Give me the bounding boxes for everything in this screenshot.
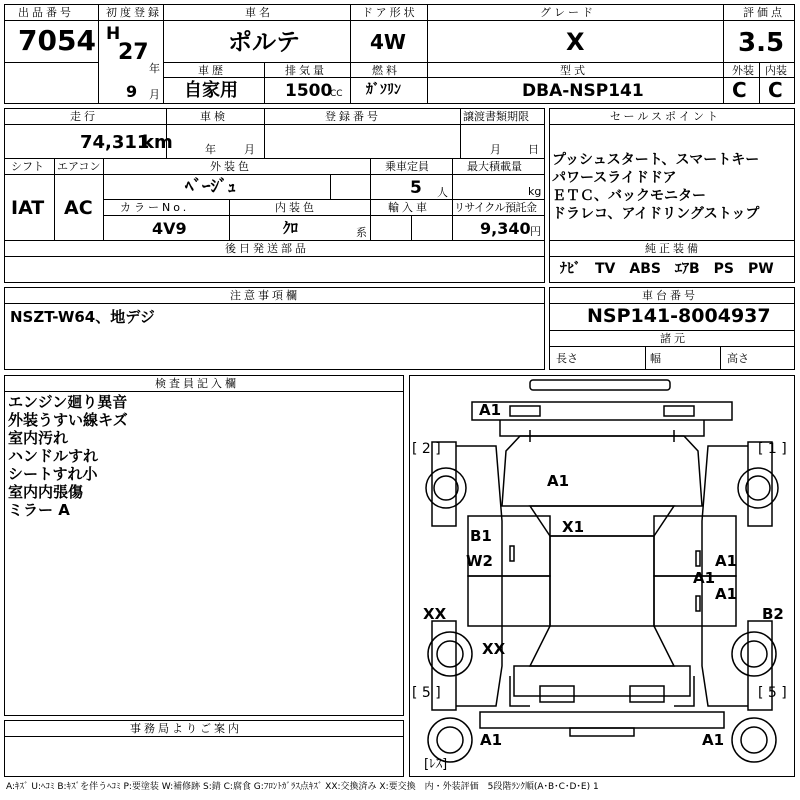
recycle-fee: 9,340 <box>480 219 531 238</box>
lot-label: 出品番号 <box>18 6 74 19</box>
damage-mark: A1 <box>715 585 738 603</box>
score-label: 評価点 <box>743 6 785 19</box>
width-label: 幅 <box>650 352 661 365</box>
door-label: ドア形状 <box>362 6 418 19</box>
shift: IAT <box>11 197 45 219</box>
chassis-label: 車台番号 <box>642 289 698 302</box>
sales-line: ドラレコ、アイドリングストップ <box>552 206 760 222</box>
bracket-label: [ 5 ] <box>412 685 441 701</box>
damage-mark: A1 <box>480 731 503 749</box>
interior-label: 内装 <box>765 64 787 77</box>
mileage-unit: km <box>142 132 173 153</box>
mileage: 74,311 <box>80 132 150 153</box>
notes-text: NSZT-W64、地デジ <box>10 308 155 326</box>
colorno: 4V9 <box>152 219 187 238</box>
sales-lines <box>552 151 759 223</box>
ac-label: エアコン <box>57 160 101 173</box>
shift-label: シフト <box>11 160 44 173</box>
equipment-label: 純正装備 <box>645 242 701 255</box>
grade: X <box>566 28 585 56</box>
inspector-label: 検査員記入欄 <box>155 377 239 390</box>
year-unit: 年 <box>149 62 160 75</box>
load-unit: kg <box>528 185 542 198</box>
lot-number: 7054 <box>18 24 96 57</box>
transfer-label: 譲渡書類期限 <box>463 110 529 123</box>
bracket-label: [ 1 ] <box>758 441 787 457</box>
history: 自家用 <box>184 80 238 101</box>
grade-label: グレード <box>540 6 596 19</box>
displacement-label: 排気量 <box>285 64 327 77</box>
transfer-day-unit: 日 <box>528 143 539 156</box>
height-label: 高さ <box>727 352 749 365</box>
model-label: 型式 <box>560 64 588 77</box>
office-label: 事務局よりご案内 <box>130 722 242 735</box>
equipment: ﾅﾋﾞ TV ABS ｴｱB PS PW <box>560 261 774 277</box>
interior-color: ｸﾛ <box>283 219 299 237</box>
interior-color-label: 内装色 <box>275 201 317 214</box>
chassis-number: NSP141-8004937 <box>587 305 771 327</box>
inspection-label: 車検 <box>200 110 228 123</box>
inspector-line: 室内内張傷 <box>8 483 84 501</box>
inspector-line: 室内汚れ <box>8 429 69 447</box>
ac: AC <box>64 197 93 219</box>
sales-label: セールスポイント <box>610 110 722 123</box>
capacity-unit: 人 <box>437 186 448 199</box>
bracket-label: [ 2 ] <box>412 441 441 457</box>
first-reg-label: 初度登録 <box>106 6 162 19</box>
interior-color-unit: 系 <box>356 226 367 239</box>
damage-mark: B1 <box>470 527 492 545</box>
color-label: 外装色 <box>210 160 252 173</box>
regno-label: 登録番号 <box>325 110 381 123</box>
era: H <box>106 24 121 44</box>
car-diagram <box>409 375 795 777</box>
color: ﾍﾞｰｼﾞｭ <box>185 177 236 197</box>
damage-mark: W2 <box>466 552 493 570</box>
inspection-month-unit: 月 <box>244 143 255 156</box>
sales-line: ＥＴＣ、バックモニター <box>552 188 706 204</box>
damage-mark: A1 <box>479 401 502 419</box>
sales-line: プッシュスタート、スマートキー <box>552 152 760 168</box>
model: DBA-NSP141 <box>522 81 644 101</box>
inspector-line: 外装うすい線キズ <box>8 411 128 429</box>
inspector-lines <box>8 393 128 519</box>
fuel-label: 燃料 <box>372 64 400 77</box>
capacity: 5 <box>410 178 422 198</box>
load-label: 最大積載量 <box>467 160 522 173</box>
car-name-label: 車名 <box>245 6 273 19</box>
sales-line: パワースライドドア <box>552 170 677 186</box>
interior-grade: C <box>768 78 783 102</box>
fuel: ｶﾞｿﾘﾝ <box>366 82 401 98</box>
damage-mark: X1 <box>562 518 585 536</box>
reg-month: 9 <box>126 82 138 101</box>
history-label: 車歴 <box>198 64 226 77</box>
month-unit: 月 <box>149 88 160 101</box>
recycle-label: リサイクル預託金 <box>454 201 537 214</box>
damage-mark: XX <box>482 640 506 658</box>
door-type: 4W <box>370 30 406 54</box>
inspector-line: エンジン廻り異音 <box>8 393 128 411</box>
damage-mark: XX <box>423 605 447 623</box>
exterior-label: 外装 <box>732 64 754 77</box>
transfer-month-unit: 月 <box>490 143 501 156</box>
damage-mark: A1 <box>715 552 738 570</box>
exterior-grade: C <box>732 78 747 102</box>
notes-label: 注意事項欄 <box>230 289 300 302</box>
damage-mark: A1 <box>702 731 725 749</box>
displacement: 1500 <box>285 81 333 101</box>
bracket-label: [ﾚｽ] <box>424 757 448 772</box>
damage-mark: A1 <box>547 472 570 490</box>
inspector-line: ミラー A <box>8 501 70 519</box>
mileage-label: 走行 <box>70 110 98 123</box>
reg-year: 27 <box>118 40 149 65</box>
legend: A:ｷｽﾞ U:ﾍｺﾐ B:ｷｽﾞを伴うﾍｺﾐ P:要塗装 W:補修跡 S:錆 C:腐食 G:ﾌﾛﾝﾄｶﾞﾗｽ点ｷｽﾞ XX:交換済み X:要交換 内・外装評価 5段階ﾗﾝｸ順(A･B･C･D･E) 1 <box>6 782 599 792</box>
bracket-label: [ 5 ] <box>758 685 787 701</box>
inspector-line: シートすれ小 <box>8 465 98 483</box>
dims-label: 諸元 <box>660 332 688 345</box>
import-label: 輸入車 <box>388 201 430 214</box>
inspector-line: ハンドルすれ <box>8 447 99 465</box>
car-outline <box>410 376 794 776</box>
damage-mark: B2 <box>762 605 784 623</box>
score: 3.5 <box>738 28 785 58</box>
recycle-unit: 円 <box>530 225 541 238</box>
colorno-label: カラーNo. <box>120 201 190 214</box>
inspection-year-unit: 年 <box>205 143 216 156</box>
capacity-label: 乗車定員 <box>385 160 429 173</box>
car-name: ポルテ <box>228 28 300 56</box>
length-label: 長さ <box>556 352 578 365</box>
damage-mark: A1 <box>693 569 716 587</box>
displacement-unit: CC <box>330 89 343 99</box>
later-parts-label: 後日発送部品 <box>225 242 309 255</box>
